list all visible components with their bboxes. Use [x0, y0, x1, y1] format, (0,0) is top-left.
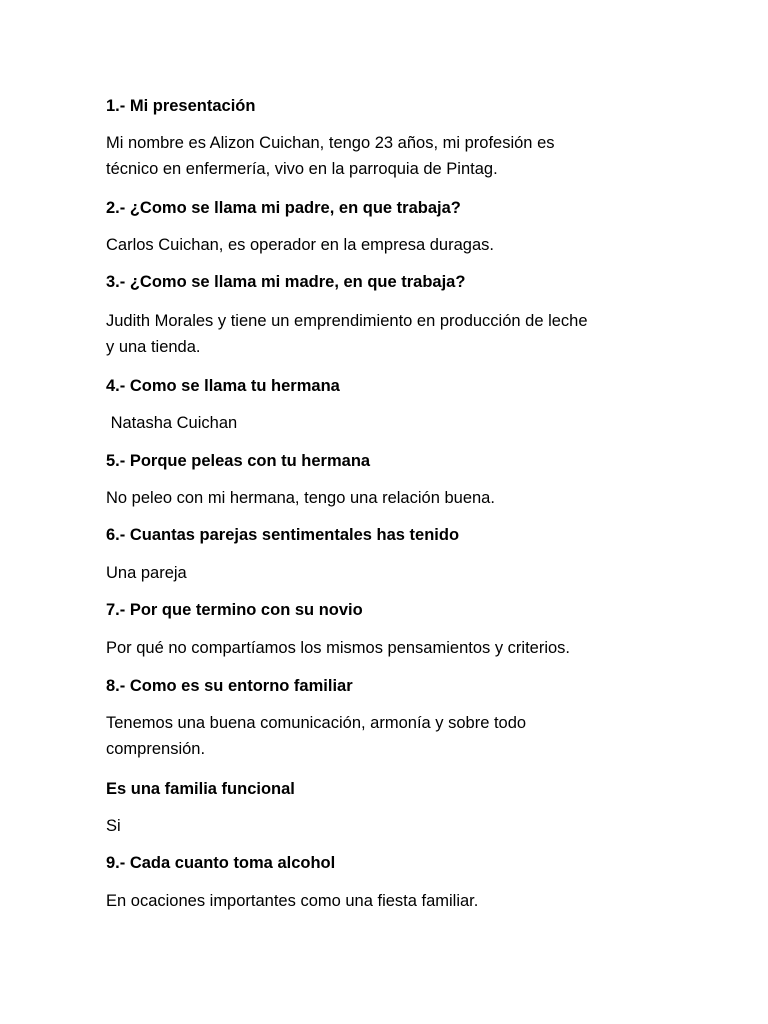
- answer-text: En ocaciones importantes como una fiesta familiar.: [106, 892, 479, 910]
- question-heading: 4.- Como se llama tu hermana: [106, 377, 340, 395]
- question-heading: 8.- Como es su entorno familiar: [106, 677, 353, 695]
- question-heading: 3.- ¿Como se llama mi madre, en que trabaja?: [106, 273, 466, 291]
- question-heading: Es una familia funcional: [106, 780, 295, 798]
- question-heading: 9.- Cada cuanto toma alcohol: [106, 854, 336, 872]
- answer-text: Judith Morales y tiene un emprendimiento en producción de leche y una tienda.: [106, 312, 588, 356]
- answer-text: Por qué no compartíamos los mismos pensamientos y criterios.: [106, 639, 571, 657]
- answer-text: Carlos Cuichan, es operador en la empresa duragas.: [106, 236, 494, 254]
- question-heading: 5.- Porque peleas con tu hermana: [106, 452, 371, 470]
- question-heading: 1.- Mi presentación: [106, 97, 256, 115]
- answer-text: Mi nombre es Alizon Cuichan, tengo 23 años, mi profesión es técnico en enfermería, vivo en la parroquia de Pintag.: [106, 134, 555, 178]
- question-heading: 6.- Cuantas parejas sentimentales has tenido: [106, 526, 460, 544]
- question-heading: 7.- Por que termino con su novio: [106, 601, 363, 619]
- answer-text: Una pareja: [106, 564, 187, 582]
- answer-text: Si: [106, 817, 121, 835]
- answer-text: Natasha Cuichan: [106, 414, 238, 432]
- answer-text: Tenemos una buena comunicación, armonía y sobre todo comprensión.: [106, 714, 527, 758]
- answer-text: No peleo con mi hermana, tengo una relación buena.: [106, 489, 495, 507]
- question-heading: 2.- ¿Como se llama mi padre, en que trabaja?: [106, 199, 461, 217]
